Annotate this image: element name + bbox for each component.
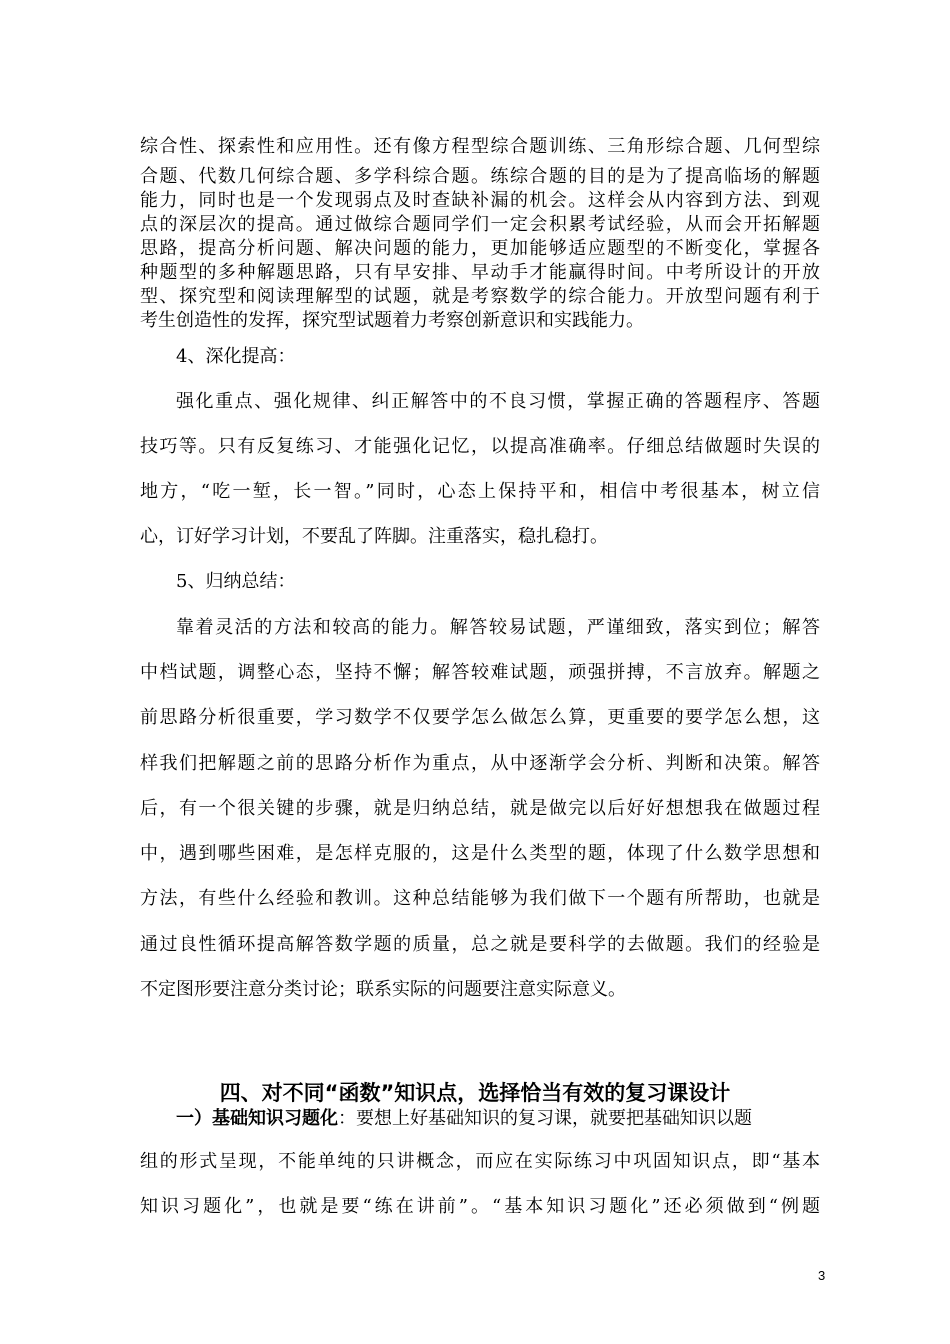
heading-4: 4、深化提高： — [176, 346, 296, 367]
paragraph-line: 心，订好学习计划，不要乱了阵脚。注重落实，稳扎稳打。 — [140, 526, 608, 547]
paragraph-line: 技巧等。只有反复练习、才能强化记忆，以提高准确率。仔细总结做题时失误的 — [140, 436, 820, 457]
subsection-text: ：要想上好基础知识的复习课，就要把基础知识以题 — [338, 1108, 752, 1129]
paragraph-line: 综合性、探索性和应用性。还有像方程型综合题训练、三角形综合题、几何型综 — [140, 136, 820, 157]
page-number: 3 — [818, 1268, 826, 1283]
paragraph-line: 能力，同时也是一个发现弱点及时查缺补漏的机会。这样会从内容到方法、到观 — [140, 190, 820, 211]
paragraph-line: 中，遇到哪些困难，是怎样克服的，这是什么类型的题，体现了什么数学思想和 — [140, 843, 820, 864]
paragraph-line: 通过良性循环提高解答数学题的质量，总之就是要科学的去做题。我们的经验是 — [140, 934, 820, 955]
paragraph-line: 样我们把解题之前的思路分析作为重点，从中逐渐学会分析、判断和决策。解答 — [140, 753, 820, 774]
paragraph-line: 知识习题化”，也就是要“练在讲前”。“基本知识习题化”还必须做到“例题 — [140, 1196, 820, 1217]
paragraph-line: 合题、代数几何综合题、多学科综合题。练综合题的目的是为了提高临场的解题 — [140, 166, 820, 187]
paragraph-line: 靠着灵活的方法和较高的能力。解答较易试题，严谨细致，落实到位；解答 — [176, 617, 820, 638]
heading-5: 5、归纳总结： — [176, 571, 296, 592]
paragraph-line: 前思路分析很重要，学习数学不仅要学怎么做怎么算，更重要的要学怎么想，这 — [140, 707, 820, 728]
paragraph-line: 种题型的多种解题思路，只有早安排、早动手才能赢得时间。中考所设计的开放 — [140, 262, 820, 283]
paragraph-line: 强化重点、强化规律、纠正解答中的不良习惯，掌握正确的答题程序、答题 — [176, 391, 820, 412]
section-title: 四、对不同“函数”知识点，选择恰当有效的复习课设计 — [219, 1081, 731, 1105]
paragraph-line: 地方，“吃一堑，长一智。”同时，心态上保持平和，相信中考很基本，树立信 — [140, 481, 820, 502]
paragraph-line: 点的深层次的提高。通过做综合题同学们一定会积累考试经验，从而会开拓解题 — [140, 214, 820, 235]
subsection-label: 一）基础知识习题化 — [176, 1108, 338, 1129]
paragraph-line: 后，有一个很关键的步骤，就是归纳总结，就是做完以后好好想想我在做题过程 — [140, 798, 820, 819]
subsection-first-line — [176, 1104, 820, 1130]
paragraph-line: 考生创造性的发挥，探究型试题着力考察创新意识和实践能力。 — [140, 310, 644, 331]
paragraph-line: 型、探究型和阅读理解型的试题，就是考察数学的综合能力。开放型问题有利于 — [140, 286, 820, 307]
paragraph-line: 不定图形要注意分类讨论；联系实际的问题要注意实际意义。 — [140, 979, 626, 1000]
paragraph-line: 思路，提高分析问题、解决问题的能力，更加能够适应题型的不断变化，掌握各 — [140, 238, 820, 259]
paragraph-line: 组的形式呈现，不能单纯的只讲概念，而应在实际练习中巩固知识点，即“基本 — [140, 1151, 820, 1172]
paragraph-line: 方法，有些什么经验和教训。这种总结能够为我们做下一个题有所帮助，也就是 — [140, 888, 820, 909]
paragraph-line: 中档试题，调整心态，坚持不懈；解答较难试题，顽强拼搏，不言放弃。解题之 — [140, 662, 820, 683]
